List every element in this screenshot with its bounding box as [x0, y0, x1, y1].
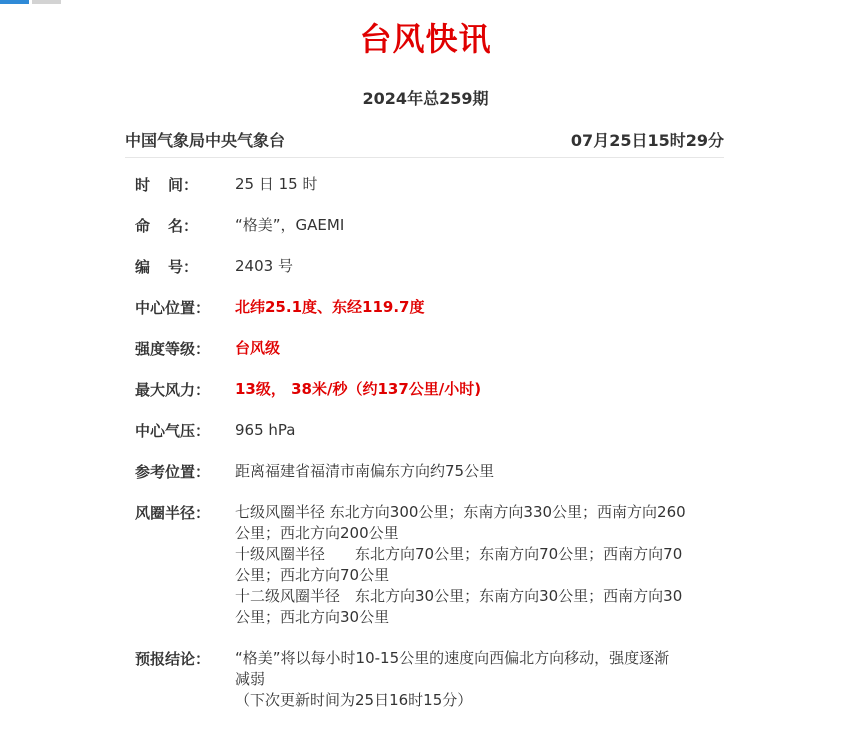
corner-tab-blue[interactable] — [0, 0, 29, 4]
wind-radius-line: 十级风圈半径 东北方向70公里；东南方向70公里；西南方向70 — [235, 545, 683, 563]
wind-radius-line: 公里；西北方向200公里 — [235, 524, 399, 542]
page-title: 台风快讯 — [359, 20, 492, 58]
field-intensity-value: 台风级 — [235, 339, 281, 357]
field-name-label: 命名： — [135, 217, 199, 235]
forecast-line: 减弱 — [235, 670, 266, 688]
field-wind-radius-value — [235, 502, 715, 628]
field-number-label: 编号： — [135, 258, 199, 276]
field-pressure-label: 中心气压： — [135, 422, 211, 440]
issue-number: 2024年总259期 — [362, 89, 489, 108]
publish-datetime: 07月25日15时29分 — [570, 131, 724, 150]
corner-tabs — [0, 0, 61, 4]
forecast-line: （下次更新时间为25日16时15分） — [235, 691, 473, 709]
wind-radius-line: 七级风圈半径 东北方向300公里；东南方向330公里；西南方向260 — [235, 503, 686, 521]
field-number-value: 2403 号 — [235, 257, 293, 275]
field-forecast-value — [235, 648, 715, 711]
field-max-wind-value: 13级， 38米/秒（约137公里/小时) — [235, 380, 482, 398]
forecast-line: “格美”将以每小时10-15公里的速度向西偏北方向移动，强度逐渐 — [235, 649, 670, 667]
field-intensity-label: 强度等级： — [135, 340, 211, 358]
wind-radius-line: 公里；西北方向70公里 — [235, 566, 390, 584]
field-time-label: 时间： — [135, 176, 199, 194]
field-name-value: “格美”，GAEMI — [235, 216, 345, 234]
wind-radius-line: 公里；西北方向30公里 — [235, 608, 390, 626]
field-time-value: 25 日 15 时 — [235, 175, 318, 193]
wind-radius-line: 十二级风圈半径 东北方向30公里；东南方向30公里；西南方向30 — [235, 587, 683, 605]
agency-header-row — [125, 128, 724, 158]
corner-tab-gray[interactable] — [32, 0, 61, 4]
field-reference-label: 参考位置： — [135, 463, 211, 481]
field-forecast-label: 预报结论： — [135, 650, 211, 668]
field-center-position-value: 北纬25.1度、东经119.7度 — [235, 298, 425, 316]
field-pressure-value: 965 hPa — [235, 421, 296, 439]
field-reference-value: 距离福建省福清市南偏东方向约75公里 — [235, 462, 495, 480]
field-max-wind-label: 最大风力： — [135, 381, 211, 399]
field-center-position-label: 中心位置： — [135, 299, 211, 317]
field-wind-radius-label: 风圈半径： — [135, 504, 211, 522]
agency-name: 中国气象局中央气象台 — [125, 131, 286, 150]
